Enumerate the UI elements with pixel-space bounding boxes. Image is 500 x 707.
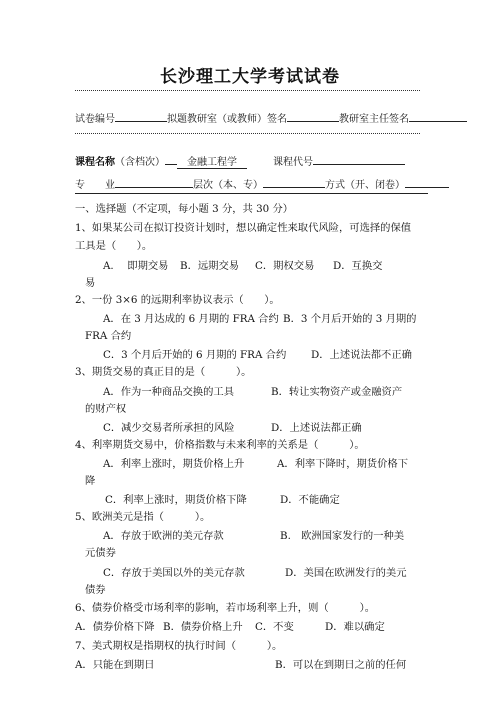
- question-1-stem: 1、如果某公司在拟订投资计划时，想以确定性来取代风险，可选择的保值: [75, 222, 412, 234]
- question-5-stem: 5、欧洲美元是指（ ）。: [75, 511, 211, 523]
- question-5-option-b-cont: 元债券: [85, 547, 116, 559]
- course-row: [75, 153, 405, 168]
- major-label: 专 业: [75, 180, 115, 191]
- question-1-option-d[interactable]: D．互换交: [333, 260, 383, 272]
- question-2-option-c[interactable]: C．3 个月后开始的 6 月期的 FRA 合约: [103, 349, 287, 361]
- course-code-blank[interactable]: [313, 154, 405, 165]
- dotted-divider: [75, 90, 420, 91]
- question-1-option-d-cont: 易: [85, 277, 96, 289]
- solid-divider: [75, 193, 428, 194]
- course-name-note: （含档次）: [115, 157, 165, 168]
- major-row: [75, 176, 449, 191]
- question-3-option-b[interactable]: B．转让实物资产或金融资产: [271, 386, 403, 398]
- page-title: 长沙理工大学考试试卷: [160, 67, 340, 87]
- director-blank[interactable]: [409, 111, 467, 122]
- question-7-stem: 7、美式期权是指期权的执行时间（ ）。: [75, 640, 283, 652]
- question-1-option-c[interactable]: C．期权交易: [255, 260, 315, 272]
- question-6-option-a[interactable]: A．债券价格下降: [75, 621, 155, 633]
- question-2-option-b-cont: FRA 合约: [85, 330, 132, 342]
- director-label: 教研室主任签名: [339, 114, 409, 125]
- question-4-option-a[interactable]: A．利率上涨时，期货价格上升: [103, 458, 245, 470]
- question-7-option-b[interactable]: B．可以在到期日之前的任何: [275, 659, 407, 671]
- drafter-label: 拟题教研室（或教师）签名: [167, 114, 287, 125]
- question-2-stem: 2、一份 3×6 的远期利率协议表示（ ）。: [75, 294, 280, 306]
- question-3-option-d[interactable]: D．上述说法都正确: [271, 422, 362, 434]
- course-name-value: 金融工程学: [177, 157, 247, 169]
- course-code-label: 课程代号: [273, 157, 313, 168]
- course-name-label: 课程名称: [75, 157, 115, 168]
- question-4-option-d[interactable]: D．不能确定: [280, 494, 340, 506]
- question-2-option-b[interactable]: B．3 个月后开始的 3 月期的: [283, 313, 417, 325]
- dotted-divider: [75, 133, 420, 134]
- question-7-option-a[interactable]: A．只能在到期日: [75, 659, 155, 671]
- section-heading: 一、选择题（不定项，每小题 3 分，共 30 分）: [75, 203, 294, 215]
- question-3-stem: 3、期货交易的真正目的是（ ）。: [75, 366, 252, 378]
- question-4-option-b-cont: 降: [85, 475, 96, 487]
- question-4-option-c[interactable]: C．利率上涨时，期货价格下降: [105, 494, 247, 506]
- header-signature-row: [75, 110, 467, 125]
- question-1-option-b[interactable]: B．远期交易: [180, 260, 240, 272]
- question-1-option-a[interactable]: A. 即期交易: [103, 260, 169, 272]
- question-1-stem-cont: 工具是（ ）。: [75, 240, 153, 252]
- question-5-option-a[interactable]: A．存放于欧洲的美元存款: [103, 530, 224, 542]
- drafter-blank[interactable]: [287, 111, 339, 122]
- question-4-option-b[interactable]: A．利率下降时，期货价格下: [277, 458, 408, 470]
- question-6-option-d[interactable]: D．难以确定: [325, 621, 385, 633]
- major-blank[interactable]: [115, 177, 193, 188]
- question-6-option-c[interactable]: C．不变: [255, 621, 294, 633]
- level-blank[interactable]: [263, 177, 325, 188]
- question-6-stem: 6、债券价格受市场利率的影响，若市场利率上升，则（ ）。: [75, 602, 376, 614]
- question-2-option-d[interactable]: D．上述说法都不正确: [311, 349, 412, 361]
- question-6-option-b[interactable]: B．债券价格上升: [163, 621, 243, 633]
- question-3-option-b-cont: 的财产权: [85, 403, 127, 415]
- question-5-option-d[interactable]: D．美国在欧洲发行的美元: [285, 567, 407, 579]
- question-5-option-c[interactable]: C．存放于美国以外的美元存款: [103, 567, 245, 579]
- mode-blank[interactable]: [405, 177, 449, 188]
- question-5-option-b[interactable]: B. 欧洲国家发行的一种美: [280, 530, 405, 542]
- paper-no-label: 试卷编号: [75, 114, 115, 125]
- mode-label: 方式（开、闭卷）: [325, 180, 405, 191]
- question-3-option-a[interactable]: A．作为一种商品交换的工具: [103, 386, 234, 398]
- question-5-option-d-cont: 债券: [85, 584, 106, 596]
- question-4-stem: 4、利率期货交易中，价格指数与未来利率的关系是（ ）。: [75, 439, 365, 451]
- question-3-option-c[interactable]: C．减少交易者所承担的风险: [103, 422, 235, 434]
- course-name-blank-left: [165, 154, 177, 165]
- level-label: 层次（本、专）: [193, 180, 263, 191]
- question-2-option-a[interactable]: A．在 3 月达成的 6 月期的 FRA 合约: [103, 313, 279, 325]
- paper-no-blank[interactable]: [115, 111, 167, 122]
- question-section: [75, 200, 435, 700]
